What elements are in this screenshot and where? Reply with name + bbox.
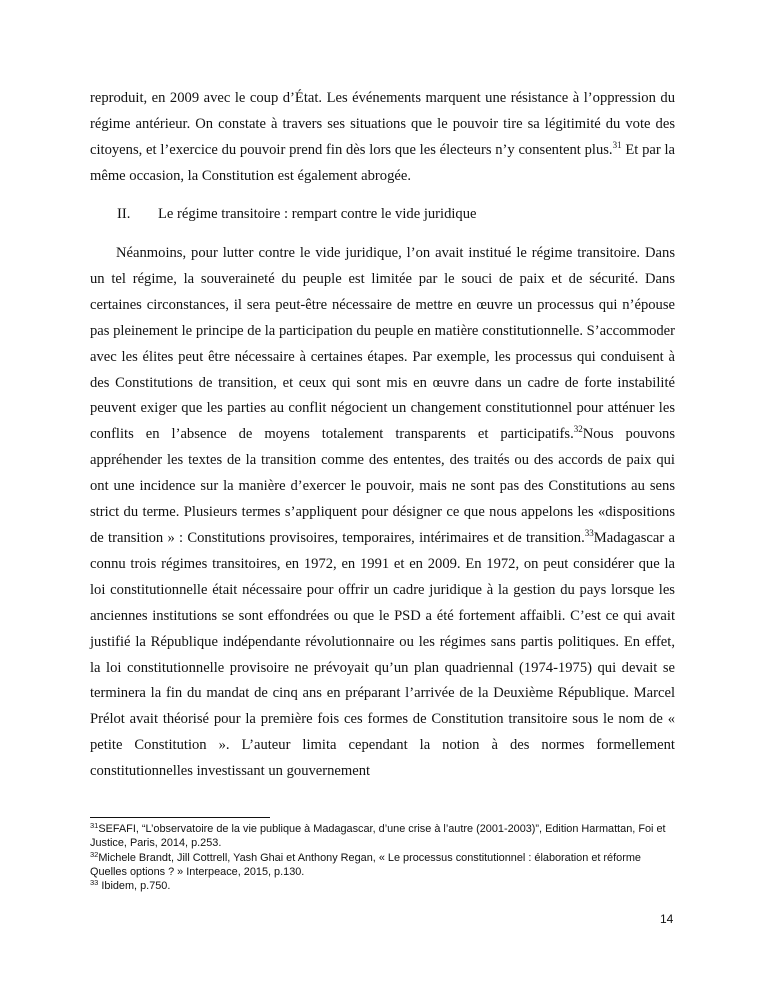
footnote-separator [90,817,270,818]
page-number: 14 [660,912,674,926]
paragraph-1-text-a: reproduit, en 2009 avec le coup d’État. Les événements marquent une résistance à l’oppression du régime antérieur. On constate à travers ses situations que le pouvoir tire sa légitimité du vote des citoyens, et l’exercice du pouvoir prend fin dès lors que les électeurs n’y consentent plus. [90,90,675,158]
paragraph-2-text-c: Madagascar a connu trois régimes transitoires, en 1972, en 1991 et en 2009. En 1972, on peut considérer que la loi constitutionnelle était nécessaire pour offrir un cadre juridique à la gestion du pays lorsque les anciennes institutions se sont effondrées ou que le PSD a été fortement affaibli. C’est ce qui avait justifié la République indépendante révolutionnaire ou les régimes sans partis politiques. En effet, la loi constitutionnelle provisoire ne prévoyait qu’un plan quadriennal (1974-1975) qui devait se terminera la fin du mandat de cinq ans en préparant l’arrivée de la Deuxième République. Marcel Prélot avait théorisé pour la première fois ces formes de Constitution transitoire sous le nom de « petite Constitution ». L’auteur limita cependant la notion à des normes formellement constitutionnelles investissant un gouvernement [90,529,675,780]
footnote-ref-31: 31 [612,139,622,150]
footnote-number: 33 [90,878,99,888]
footnote-text: Ibidem, p.750. [98,880,171,893]
footnotes [90,822,680,893]
body-paragraph-2 [90,241,675,785]
paragraph-2-text-a: Néanmoins, pour lutter contre le vide juridique, l’on avait institué le régime transitoire. Dans un tel régime, la souveraineté du peuple est limitée par le souci de paix et de sécurité. Dans certaines circonstances, il sera peut-être nécessaire de mettre en œuvre un processus qui n’épouse pas pleinement le principe de la participation du peuple en matière constitutionnelle. S’accommoder avec les élites peut être nécessaire à certaines étapes. Par exemple, les processus qui conduisent à des Constitutions de transition, et ceux qui sont mis en œuvre dans un cadre de forte instabilité peuvent exiger que les parties au conflit négocient un changement constitutionnel pour atténuer les conflits en l’absence de moyens totalement transparents et participatifs. [90,245,675,443]
footnote-text: Michele Brandt, Jill Cottrell, Yash Ghai et Anthony Regan, « Le processus constitutionnel : élaboration et réforme Quelles options ? » Interpeace, 2015, p.130. [90,851,641,878]
paragraph-2-text-b: Nous pouvons appréhender les textes de la transition comme des ententes, des traités ou des accords de paix qui ont une incidence sur la manière d’exercer le pouvoir, mais ne sont pas des Constitutions au sens strict du terme. Plusieurs termes s’appliquent pour désigner ce que nous appelons les «dispositions de transition » : Constitutions provisoires, temporaires, intérimaires et de transition. [90,426,675,546]
section-title: Le régime transitoire : rempart contre le vide juridique [158,206,477,222]
footnote-31 [90,822,680,851]
section-number: II. [117,206,131,222]
paragraph-1-text-b: Et par la même occasion, la Constitution est également abrogée. [90,141,675,184]
footnote-33 [90,879,680,893]
body-paragraph-1 [90,86,675,190]
section-heading [117,203,477,225]
footnote-text: SEFAFI, “L’observatoire de la vie publique à Madagascar, d’une crise à l’autre (2001-2003)”, Edition Harmattan, Foi et Justice, Paris, 2014, p.253. [90,823,666,850]
footnote-ref-32: 32 [573,424,583,435]
footnote-ref-33: 33 [584,527,594,538]
footnote-32 [90,851,680,880]
footnote-number: 32 [90,849,99,859]
footnote-number: 31 [90,821,99,830]
